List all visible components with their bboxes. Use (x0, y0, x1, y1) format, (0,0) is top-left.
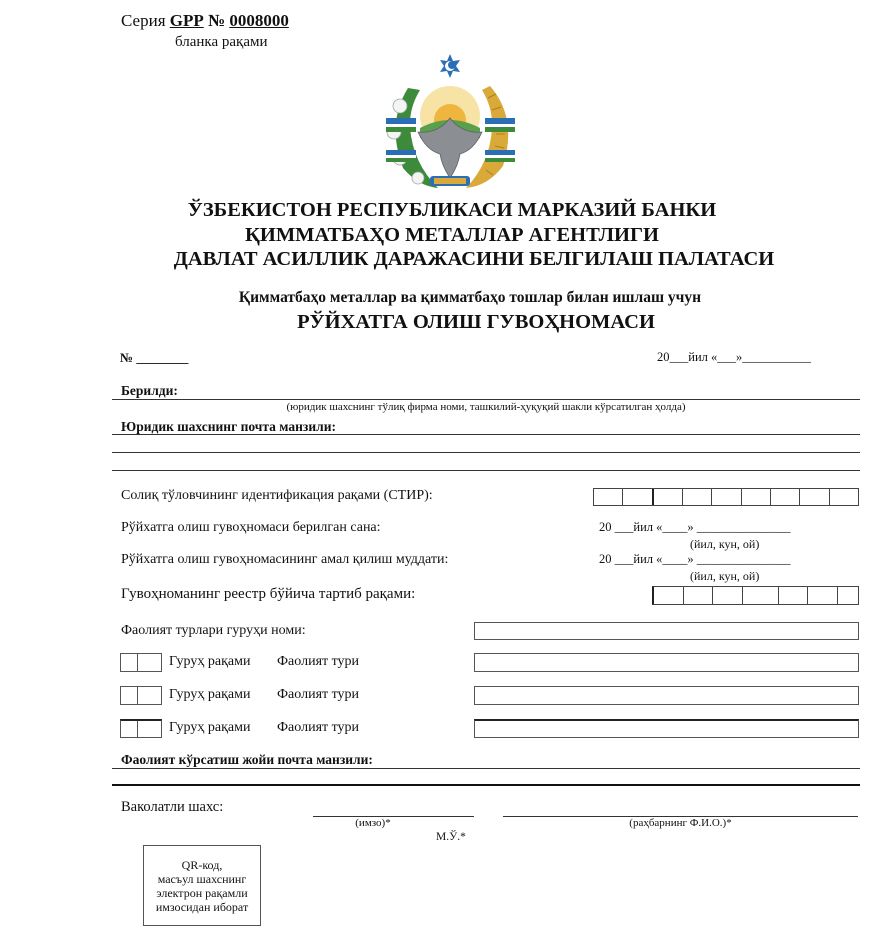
activity-type-label: Фаолият тури (277, 654, 360, 669)
series-label: Серия (121, 11, 166, 30)
tin-cell[interactable] (682, 489, 711, 505)
blank-number: 0008000 (229, 11, 289, 30)
registry-cell[interactable] (778, 587, 808, 604)
tin-cell[interactable] (622, 489, 651, 505)
title-line-3: ДАВЛАТ АСИЛЛИК ДАРАЖАСИНИ БЕЛГИЛАШ ПАЛАТАСИ (173, 248, 775, 270)
registry-cell[interactable] (742, 587, 777, 604)
title-line-2: ҚИММАТБАҲО МЕТАЛЛАР АГЕНТЛИГИ (245, 224, 659, 246)
legal-address-line-3[interactable] (112, 470, 860, 471)
tin-cell[interactable] (652, 489, 682, 505)
activity-type-input[interactable] (474, 686, 859, 705)
qr-code-placeholder (143, 845, 261, 926)
tin-label: Солиқ тўловчининг идентификация рақами (СТИР): (121, 488, 433, 503)
validity-label: Рўйхатга олиш гувоҳномасининг амал қилиш муддати: (121, 552, 449, 567)
qr-line-1: QR-код, (181, 857, 223, 872)
activity-address-line[interactable] (112, 768, 860, 769)
tin-input-cells[interactable] (593, 488, 859, 506)
activity-address-line-2[interactable] (112, 784, 860, 786)
legal-address-line-1[interactable] (112, 434, 860, 435)
signature-caption: (имзо)* (355, 817, 391, 829)
qr-line-2: масъул шахснинг (157, 871, 247, 886)
state-emblem-icon (378, 48, 523, 193)
blank-caption: бланка рақами (175, 34, 268, 50)
validity-caption: (йил, кун, ой) (690, 569, 760, 583)
tin-cell[interactable] (799, 489, 828, 505)
legal-address-label: Юридик шахснинг почта манзили: (121, 419, 336, 434)
activity-type-label: Фаолият тури (277, 720, 360, 735)
registry-cell[interactable] (683, 587, 713, 604)
registry-cell[interactable] (712, 587, 742, 604)
document-title: РЎЙХАТГА ОЛИШ ГУВОҲНОМАСИ (297, 311, 655, 333)
qr-line-3: электрон рақамли (156, 885, 248, 900)
registry-cell[interactable] (837, 587, 858, 604)
authorized-person-label: Ваколатли шахс: (121, 799, 224, 815)
issued-caption: (юридик шахснинг тўлиқ фирма номи, ташкилий-ҳуқуқий шакли кўрсатилган ҳолда) (286, 401, 686, 413)
series-line (121, 11, 289, 31)
subtitle: Қимматбаҳо металлар ва қимматбаҳо тошлар билан ишлаш учун (238, 289, 702, 306)
registry-cell[interactable] (654, 587, 683, 604)
activity-group-label: Фаолият турлари гуруҳи номи: (121, 623, 306, 638)
registry-label: Гувоҳноманинг реестр бўйича тартиб рақами: (121, 586, 416, 602)
group-number-label: Гуруҳ рақами (169, 687, 251, 702)
activity-address-label: Фаолият кўрсатиш жойи почта манзили: (121, 752, 373, 767)
group-number-label: Гуруҳ рақами (169, 654, 251, 669)
number-sign: № (208, 11, 226, 30)
activity-type-input[interactable] (474, 653, 859, 672)
certificate-date-field[interactable]: 20___йил «___»___________ (657, 350, 811, 364)
group-number-input[interactable] (120, 686, 162, 705)
activity-type-input[interactable] (474, 719, 859, 738)
qr-line-4: имзосидан иборат (155, 899, 249, 914)
series-code: GPP (169, 11, 204, 30)
legal-address-line-2[interactable] (112, 452, 860, 453)
activity-group-input[interactable] (474, 622, 859, 640)
validity-date-field[interactable]: 20 ___йил «____» _______________ (599, 552, 791, 566)
tin-cell[interactable] (770, 489, 799, 505)
tin-cell[interactable] (741, 489, 770, 505)
group-number-input[interactable] (120, 719, 162, 738)
issue-date-label: Рўйхатга олиш гувоҳномаси берилган сана: (121, 520, 381, 535)
issued-line[interactable] (112, 399, 860, 400)
certificate-number-field[interactable]: № ________ (120, 350, 189, 365)
registry-input-cells[interactable] (652, 586, 859, 605)
activity-type-label: Фаолият тури (277, 687, 360, 702)
tin-cell[interactable] (594, 489, 622, 505)
group-number-input[interactable] (120, 653, 162, 672)
director-name-caption: (раҳбарнинг Ф.И.О.)* (629, 817, 732, 829)
registry-cell[interactable] (807, 587, 837, 604)
tin-cell[interactable] (711, 489, 740, 505)
issue-date-caption: (йил, кун, ой) (690, 537, 760, 551)
group-number-label: Гуруҳ рақами (169, 720, 251, 735)
stamp-label: М.Ў.* (436, 831, 466, 843)
issued-label: Берилди: (121, 383, 178, 398)
title-line-1: ЎЗБЕКИСТОН РЕСПУБЛИКАСИ МАРКАЗИЙ БАНКИ (187, 199, 717, 221)
tin-cell[interactable] (829, 489, 858, 505)
issue-date-field[interactable]: 20 ___йил «____» _______________ (599, 520, 791, 534)
